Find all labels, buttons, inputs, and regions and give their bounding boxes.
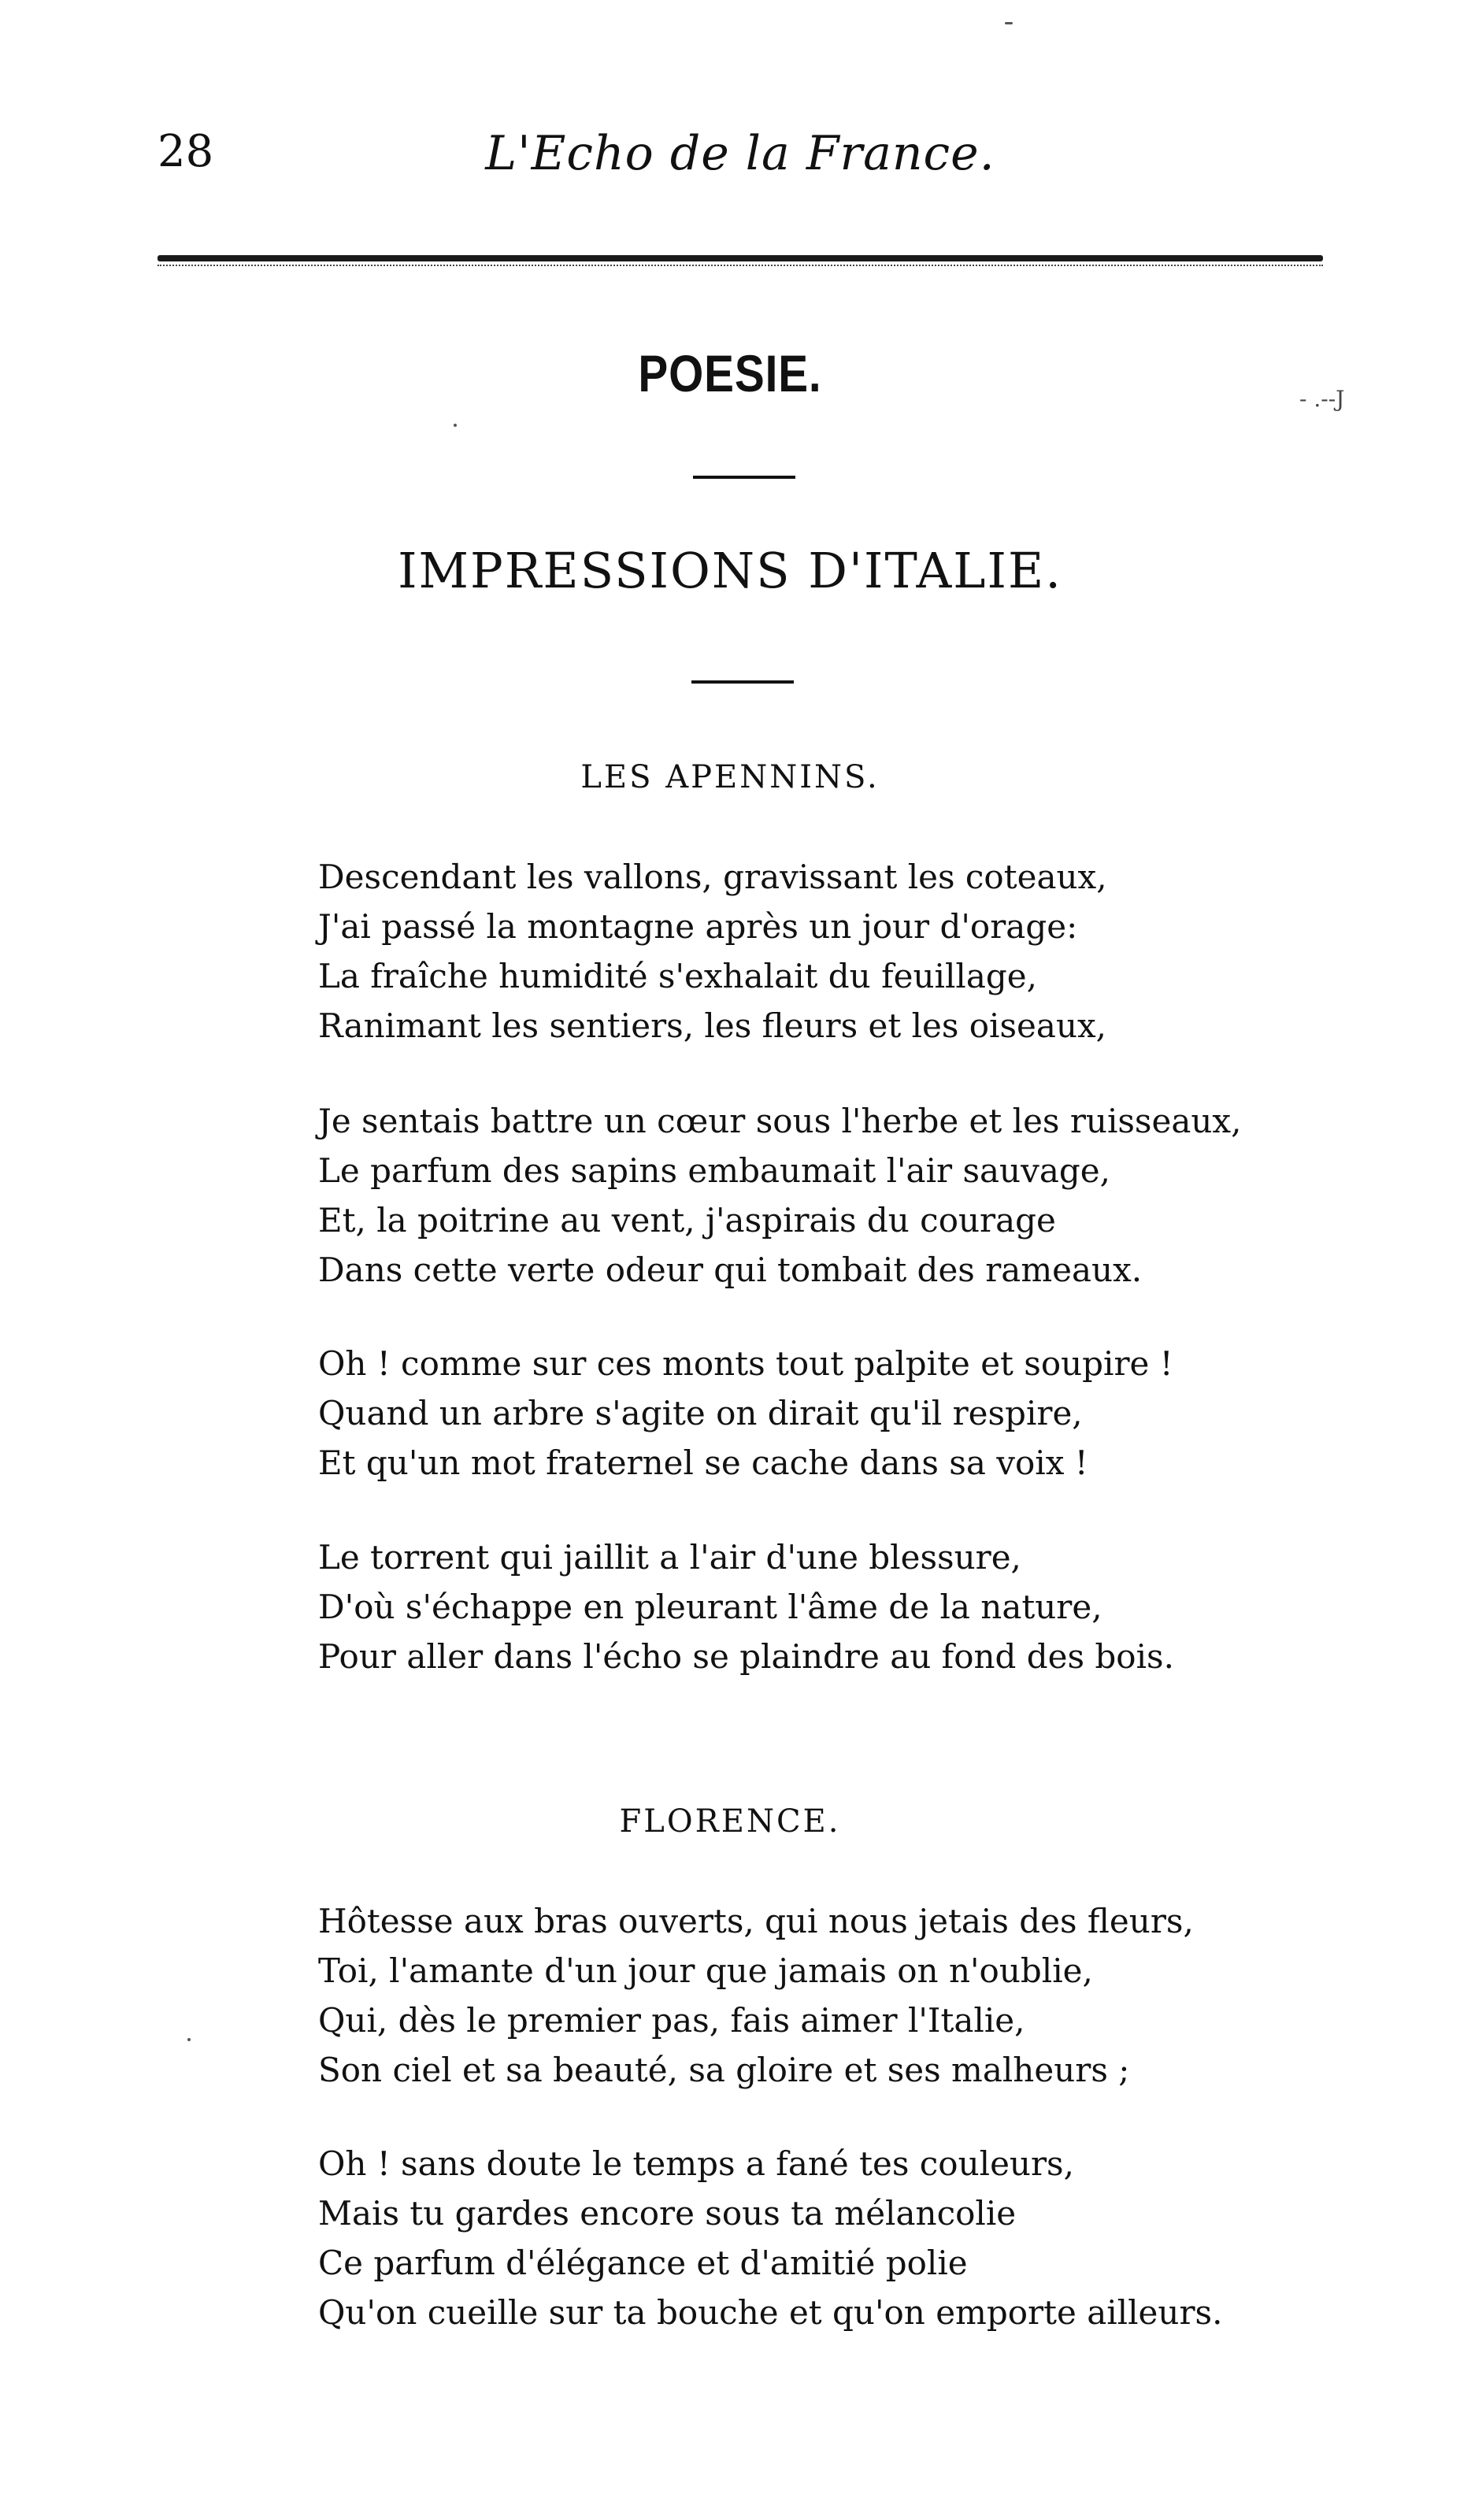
page-number: 28	[157, 126, 214, 177]
print-speck	[454, 424, 457, 427]
verse-line: Et qu'un mot fraternel se cache dans sa voix !	[318, 1443, 1088, 1482]
verse-line: Le parfum des sapins embaumait l'air sauvage,	[318, 1151, 1110, 1190]
stanza	[318, 1339, 1342, 1488]
verse-line: Oh ! sans doute le temps a fané tes couleurs,	[318, 2144, 1074, 2183]
stanza	[318, 1096, 1342, 1295]
title-rule-lower	[691, 680, 794, 684]
title-rule-upper	[693, 476, 795, 479]
verse-line: Je sentais battre un cœur sous l'herbe et les ruisseaux,	[318, 1102, 1242, 1140]
verse-line: D'où s'échappe en pleurant l'âme de la nature,	[318, 1588, 1102, 1626]
verse-line: Oh ! comme sur ces monts tout palpite et soupire !	[318, 1344, 1173, 1383]
running-head	[157, 126, 1323, 197]
verse-line: Hôtesse aux bras ouverts, qui nous jetais des fleurs,	[318, 1902, 1194, 1940]
poem-subtitle-apennins: LES APENNINS.	[580, 759, 880, 795]
verse-line: Qui, dès le premier pas, fais aimer l'Italie,	[318, 2001, 1025, 2040]
verse-line: Et, la poitrine au vent, j'aspirais du courage	[318, 1201, 1056, 1240]
verse-line: Ranimant les sentiers, les fleurs et les oiseaux,	[318, 1006, 1107, 1045]
verse-line: J'ai passé la montagne après un jour d'orage:	[318, 907, 1078, 946]
stanza	[318, 2139, 1342, 2337]
verse-line: La fraîche humidité s'exhalait du feuillage,	[318, 957, 1037, 995]
verse-line: Son ciel et sa beauté, sa gloire et ses malheurs ;	[318, 2051, 1130, 2089]
print-speck	[1005, 22, 1013, 24]
verse-line: Mais tu gardes encore sous ta mélancolie	[318, 2194, 1017, 2233]
stanza	[318, 1896, 1342, 2095]
running-title: L'Echo de la France.	[485, 126, 995, 181]
verse-line: Le torrent qui jaillit a l'air d'une blessure,	[318, 1538, 1021, 1577]
print-speck	[187, 2038, 191, 2041]
verse-line: Dans cette verte odeur qui tombait des rameaux.	[318, 1251, 1143, 1289]
header-rule-thin	[157, 265, 1323, 266]
verse-line: Pour aller dans l'écho se plaindre au fond des bois.	[318, 1637, 1174, 1676]
poem-subtitle-florence: FLORENCE.	[619, 1803, 841, 1840]
verse-line: Quand un arbre s'agite on dirait qu'il respire,	[318, 1394, 1083, 1432]
verse-line: Descendant les vallons, gravissant les coteaux,	[318, 858, 1107, 896]
poem-title: IMPRESSIONS D'ITALIE.	[398, 542, 1062, 599]
verse-line: Toi, l'amante d'un jour que jamais on n'oublie,	[318, 1951, 1093, 1990]
stanza	[318, 1532, 1342, 1681]
corner-mark: - .--J	[1299, 386, 1345, 412]
section-title: POESIE.	[638, 344, 822, 402]
header-rule	[157, 255, 1323, 266]
stanza	[318, 852, 1342, 1051]
verse-line: Qu'on cueille sur ta bouche et qu'on emporte ailleurs.	[318, 2293, 1223, 2332]
header-rule-thick	[157, 255, 1323, 261]
verse-line: Ce parfum d'élégance et d'amitié polie	[318, 2244, 968, 2282]
